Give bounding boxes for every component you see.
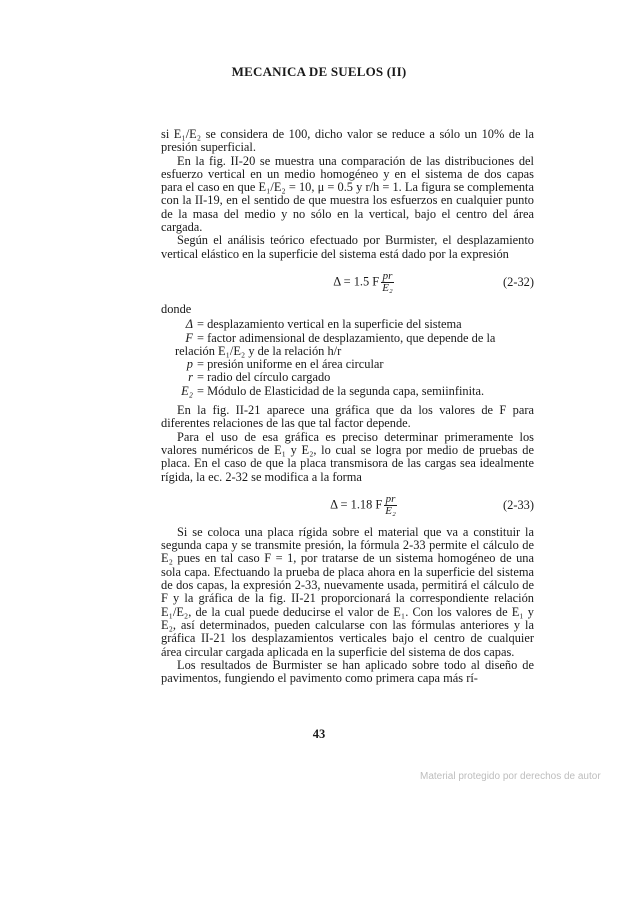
equation-2-33 [161, 490, 534, 522]
equation-expression [161, 271, 474, 294]
definitions-list [175, 318, 534, 398]
equation-fraction [384, 494, 397, 517]
definition-item [175, 385, 534, 398]
definition-symbol: Δ [185, 317, 193, 332]
page-number: 43 [312, 727, 326, 741]
definition-item [175, 371, 534, 384]
definition-symbol: E₂ [181, 383, 193, 398]
paragraph-3: Según el análisis teórico efectuado por Burmister, el desplazamiento vertical elástico en la superficie del sistema está dado por la expresión [161, 233, 534, 261]
body-text [161, 128, 534, 685]
paragraph-1: si E₁/E₂ se considera de 100, dicho valor se reduce a sólo un 10% de la presión superficial. [161, 127, 534, 155]
copyright-watermark: Material protegido por derechos de autor [420, 771, 601, 782]
paragraph-7: Los resultados de Burmister se han aplicado sobre todo al diseño de pavimentos, fungiendo el pavimento como primera capa más rí- [161, 657, 534, 686]
fraction-denominator: E₂ [382, 282, 393, 295]
equation-2-32 [161, 267, 534, 299]
fraction-denominator: E₂ [385, 505, 396, 518]
fraction-numerator: pr [382, 270, 393, 283]
equation-expression [161, 494, 474, 517]
paragraph-5: Para el uso de esa gráfica es preciso determinar primeramente los valores numéricos de E₁ y E₂, lo cual se logra por medio de pruebas de placa. En el caso de que la placa transmisora de las cargas sea idealmente rígida, la ec. 2-32 se modifica a la forma [161, 429, 534, 484]
definition-item [175, 358, 534, 371]
equation-lhs: Δ = 1.18 F [330, 497, 383, 512]
definition-text: = radio del círculo cargado [197, 370, 331, 385]
definition-text: = presión uniforme en el área circular [197, 357, 384, 372]
definition-symbol: p [186, 357, 193, 372]
equation-number: (2-33) [503, 498, 534, 513]
fraction-numerator: pr [385, 493, 396, 506]
definition-text: = desplazamiento vertical en la superficie del sistema [197, 317, 462, 332]
paragraph-4: En la fig. II-21 aparece una gráfica que da los valores de F para diferentes relaciones de las que tal factor depende. [161, 403, 534, 431]
equation-number: (2-32) [503, 275, 534, 290]
paragraph-6: Si se coloca una placa rígida sobre el material que va a constituir la segunda capa y se transmite presión, la fórmula 2-33 permite el cálculo de E₂ pues en tal caso F = 1, por tratarse de un sistema homogéneo de una sola capa. Efectuando la prueba de placa ahora en la superficie del sistema de dos capas, la expresión 2-33, nuevamente usada, permitirá el cálculo de F y la gráfica de la fig. II-21 proporcionará la correspondiente relación E₁/E₂, de la cual puede deducirse el valor de E₁. Con los valores de E₁ y E₂, así determinados, pueden calcularse con las fórmulas anteriores y la gráfica II-21 los desplazamientos verticales bajo el centro de cualquier área circular cargada aplicada en la superficie del sistema de dos capas. [161, 524, 534, 659]
definition-text: = factor adimensional de desplazamiento, que depende de la [197, 330, 496, 345]
definition-text: = Módulo de Elasticidad de la segunda capa, semiinfinita. [197, 383, 485, 398]
definition-symbol: r [188, 370, 193, 385]
equation-fraction [381, 271, 394, 294]
definition-symbol: F [185, 330, 193, 345]
where-label: donde [161, 301, 192, 316]
definition-item [175, 318, 534, 331]
running-header: MECANICA DE SUELOS (II) [231, 64, 407, 79]
paragraph-2: En la fig. II-20 se muestra una comparación de las distribuciones del esfuerzo vertical en un medio homogéneo y en el sistema de dos capas para el caso en que E₁/E₂ = 10, μ = 0.5 y r/h = 1. La figura se complementa con la II-19, en el sentido de que muestra los esfuerzos en cualquier punto de la masa del medio y no sólo en la vertical, bajo el centro del área cargada. [161, 153, 534, 235]
definition-continuation: relación E₁/E₂ y de la relación h/r [175, 343, 342, 358]
equation-lhs: Δ = 1.5 F [333, 274, 380, 289]
definition-item [175, 332, 534, 345]
